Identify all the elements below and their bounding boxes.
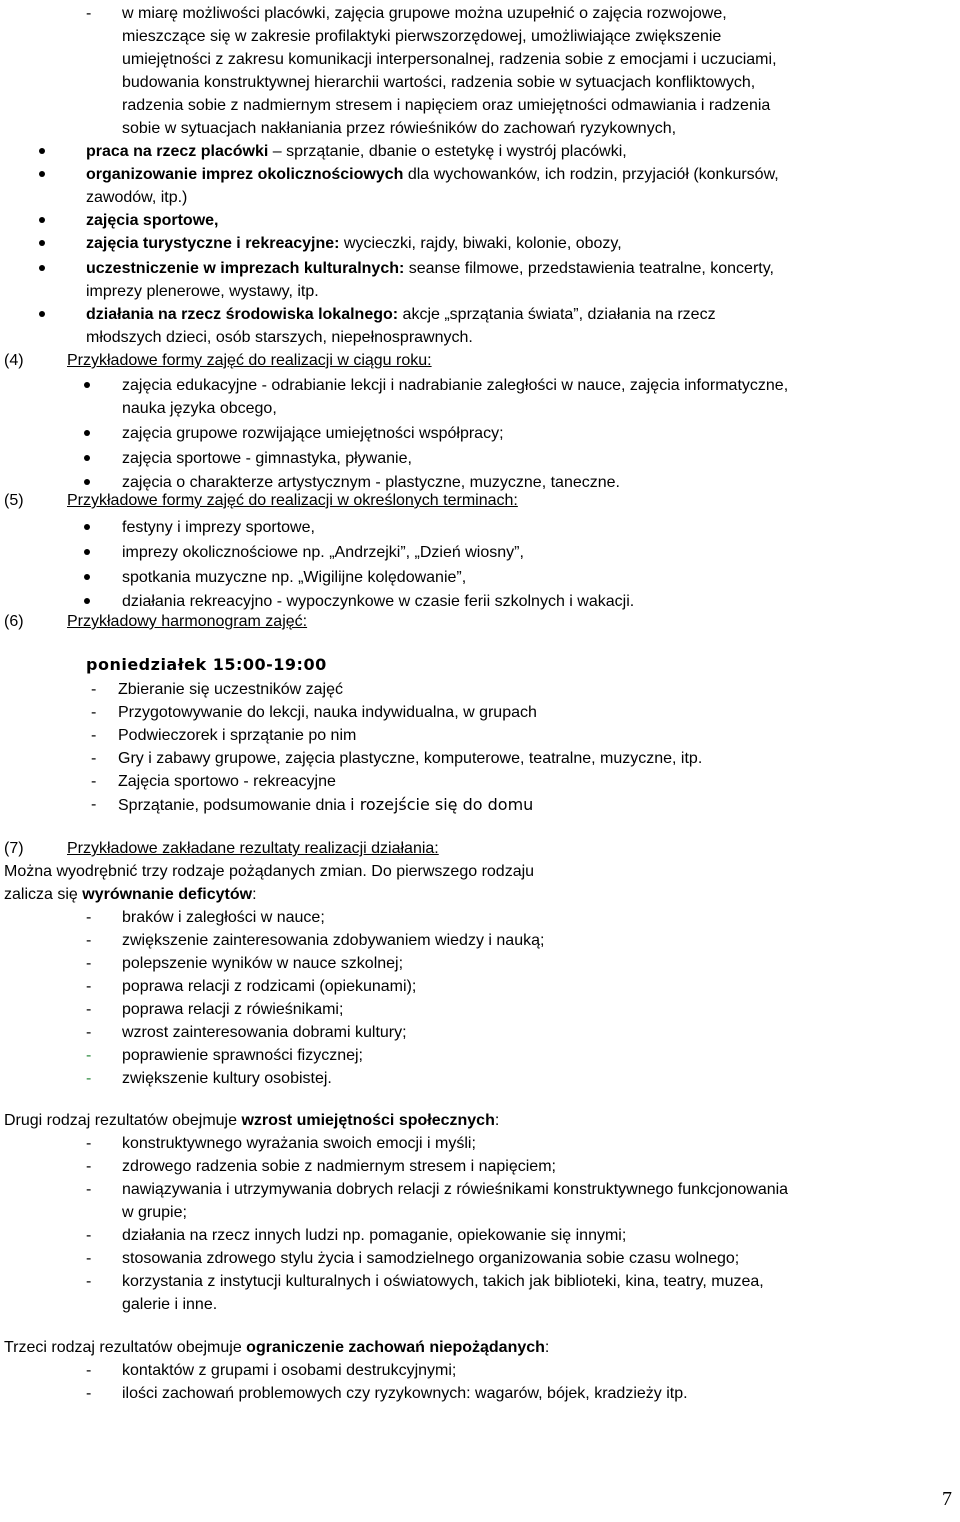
list-dash: - [86,1273,92,1290]
schedule-item: Sprzątanie, podsumowanie dnia i rozejście się do domu [118,795,534,814]
list-item: praca na rzecz placówki – sprzątanie, dbanie o estetykę i wystrój placówki, [86,143,627,160]
list-item: działania na rzecz innych ludzi np. pomaganie, opiekowanie się innymi; [122,1227,627,1244]
list-item: uczestniczenie w imprezach kulturalnych: seanse filmowe, przedstawienia teatralne, koncerty, [86,260,774,277]
list-item: zwiększenie kultury osobistej. [122,1070,332,1087]
list-dash: - [86,5,92,22]
bullet-icon [84,598,90,604]
list-item: zdrowego radzenia sobie z nadmiernym stresem i napięciem; [122,1158,556,1175]
page-number: 7 [942,1488,952,1510]
bullet-icon [39,265,45,271]
list-item: zajęcia sportowe - gimnastyka, pływanie, [122,450,412,467]
list-dash: - [86,1001,92,1018]
section-number: (7) [4,840,24,857]
list-item: imprezy okolicznościowe np. „Andrzejki”, „Dzień wiosny”, [122,544,524,561]
bullet-icon [84,479,90,485]
list-dash: - [86,932,92,949]
list-item: festyny i imprezy sportowe, [122,519,315,536]
section-number: (6) [4,613,24,630]
list-item-cont: nauka języka obcego, [122,400,277,417]
bullet-icon [39,171,45,177]
list-item: ilości zachowań problemowych czy ryzykownych: wagarów, bójek, kradzieży itp. [122,1385,688,1402]
schedule-item: Zajęcia sportowo - rekreacyjne [118,773,336,790]
list-dash: - [86,1181,92,1198]
list-dash: - [86,1024,92,1041]
list-dash: - [86,1047,92,1064]
bullet-icon [39,217,45,223]
list-item: stosowania zdrowego stylu życia i samodzielnego organizowania sobie czasu wolnego; [122,1250,740,1267]
list-item-cont: imprezy plenerowe, wystawy, itp. [86,283,319,300]
schedule-item: Zbieranie się uczestników zajęć [118,681,343,698]
schedule-day: poniedziałek 15:00-19:00 [86,655,327,674]
list-dash: - [91,773,97,790]
bullet-icon [39,240,45,246]
paragraph-line: Trzeci rodzaj rezultatów obejmuje ograniczenie zachowań niepożądanych: [4,1339,550,1356]
text-line: radzenia sobie z nadmiernym stresem i napięciem oraz umiejętności odmawiania i radzenia [122,97,771,114]
list-item: działania na rzecz środowiska lokalnego: akcje „sprzątania świata”, działania na rzecz [86,306,716,323]
bullet-icon [84,524,90,530]
list-dash: - [86,1362,92,1379]
list-dash: - [86,1135,92,1152]
list-item: polepszenie wyników w nauce szkolnej; [122,955,404,972]
list-item: spotkania muzyczne np. „Wigilijne kolędowanie”, [122,569,467,586]
text-line: budowania konstruktywnej hierarchii wartości, radzenia sobie w sytuacjach konfliktowych, [122,74,756,91]
section-number: (5) [4,492,24,509]
section-heading: Przykładowy harmonogram zajęć: [67,613,308,630]
list-dash: - [86,978,92,995]
section-heading: Przykładowe formy zajęć do realizacji w ciągu roku: [67,352,432,369]
bullet-icon [84,574,90,580]
schedule-item: Podwieczorek i sprzątanie po nim [118,727,357,744]
text-line: sobie w sytuacjach nakłaniania przez rówieśników do zachowań ryzykownych, [122,120,677,137]
list-dash: - [86,909,92,926]
text-line: mieszczące się w zakresie profilaktyki pierwszorzędowej, umożliwiające zwiększenie [122,28,722,45]
list-item: zajęcia edukacyjne - odrabianie lekcji i nadrabianie zaległości w nauce, zajęcia informatyczne, [122,377,789,394]
list-dash: - [86,1158,92,1175]
list-dash: - [86,955,92,972]
bullet-icon [39,311,45,317]
bullet-icon [84,455,90,461]
list-item: zajęcia grupowe rozwijające umiejętności współpracy; [122,425,504,442]
list-item: nawiązywania i utrzymywania dobrych relacji z rówieśnikami konstruktywnego funkcjonowania [122,1181,789,1198]
list-item: zajęcia turystyczne i rekreacyjne: wycieczki, rajdy, biwaki, kolonie, obozy, [86,235,622,252]
section-heading: Przykładowe zakładane rezultaty realizacji działania: [67,840,439,857]
list-item: zajęcia sportowe, [86,212,219,229]
list-dash: - [91,681,97,698]
list-item: zajęcia o charakterze artystycznym - plastyczne, muzyczne, taneczne. [122,474,620,491]
paragraph-line: Można wyodrębnić trzy rodzaje pożądanych zmian. Do pierwszego rodzaju [4,863,535,880]
list-dash: - [86,1070,92,1087]
list-item: kontaktów z grupami i osobami destrukcyjnymi; [122,1362,457,1379]
list-item: poprawienie sprawności fizycznej; [122,1047,363,1064]
list-item: korzystania z instytucji kulturalnych i oświatowych, takich jak biblioteki, kina, teatry, muzea, [122,1273,764,1290]
list-item-cont: młodszych dzieci, osób starszych, niepełnosprawnych. [86,329,473,346]
bullet-icon [39,148,45,154]
schedule-item: Gry i zabawy grupowe, zajęcia plastyczne, komputerowe, teatralne, muzyczne, itp. [118,750,703,767]
list-dash: - [91,704,97,721]
list-item: wzrost zainteresowania dobrami kultury; [122,1024,407,1041]
section-heading: Przykładowe formy zajęć do realizacji w określonych terminach: [67,492,518,509]
list-item: zwiększenie zainteresowania zdobywaniem wiedzy i nauką; [122,932,545,949]
bullet-icon [84,382,90,388]
list-item: poprawa relacji z rówieśnikami; [122,1001,344,1018]
paragraph-line: Drugi rodzaj rezultatów obejmuje wzrost umiejętności społecznych: [4,1112,500,1129]
list-dash: - [86,1250,92,1267]
list-item-cont: zawodów, itp.) [86,189,188,206]
section-number: (4) [4,352,24,369]
list-dash: - [86,1385,92,1402]
text-line: umiejętności z zakresu komunikacji interpersonalnej, radzenia sobie z emocjami i uczuciami, [122,51,777,68]
list-item: działania rekreacyjno - wypoczynkowe w czasie ferii szkolnych i wakacji. [122,593,635,610]
list-item-cont: w grupie; [122,1204,187,1221]
list-dash: - [91,750,97,767]
schedule-item: Przygotowywanie do lekcji, nauka indywidualna, w grupach [118,704,537,721]
paragraph-line: zalicza się wyrównanie deficytów: [4,886,257,903]
list-item: braków i zaległości w nauce; [122,909,325,926]
list-item: organizowanie imprez okolicznościowych dla wychowanków, ich rodzin, przyjaciół (konkursów, [86,166,779,183]
text-line: w miarę możliwości placówki, zajęcia grupowe można uzupełnić o zajęcia rozwojowe, [122,5,727,22]
list-dash: - [86,1227,92,1244]
list-dash: - [91,796,97,813]
list-item-cont: galerie i inne. [122,1296,218,1313]
bullet-icon [84,430,90,436]
bullet-icon [84,549,90,555]
list-item: poprawa relacji z rodzicami (opiekunami); [122,978,417,995]
list-dash: - [91,727,97,744]
list-item: konstruktywnego wyrażania swoich emocji i myśli; [122,1135,476,1152]
